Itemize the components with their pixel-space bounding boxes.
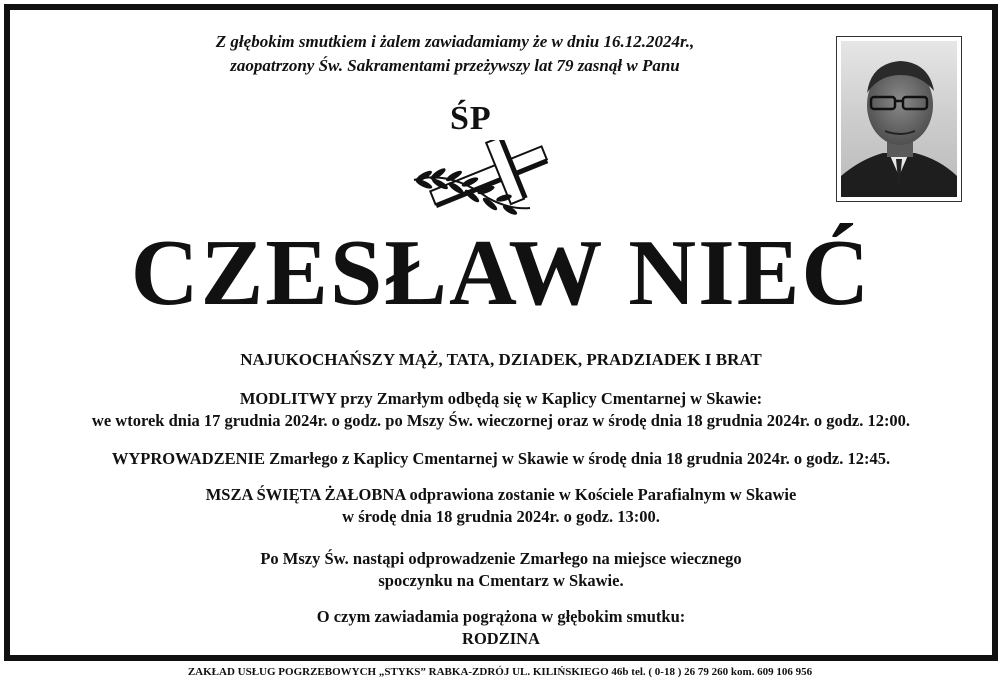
closing-line-2: RODZINA: [462, 629, 540, 648]
burial-info: [10, 548, 992, 592]
prayers-info: [10, 388, 992, 432]
cross-with-palm-icon: [410, 140, 560, 220]
burial-line-2: spoczynku na Cmentarz w Skawie.: [378, 571, 624, 590]
portrait-photo: [836, 36, 962, 202]
mass-line-2: w środę dnia 18 grudnia 2024r. o godz. 13:00.: [342, 507, 660, 526]
intro-line-1: Z głębokim smutkiem i żalem zawiadamiamy że w dniu 16.12.2024r.,: [215, 32, 695, 51]
closing-info: [10, 606, 992, 650]
obituary-frame: [4, 4, 998, 661]
intro-line-2: zaopatrzony Św. Sakramentami przeżywszy lat 79 zasnął w Panu: [230, 56, 680, 75]
deceased-name: CZESŁAW NIEĆ: [130, 221, 872, 325]
prayers-line-1: MODLITWY przy Zmarłym odbędą się w Kaplicy Cmentarnej w Skawie:: [239, 389, 763, 408]
closing-line-1: O czym zawiadamia pogrążona w głębokim smutku:: [316, 607, 686, 626]
procession-info: WYPROWADZENIE Zmarłego z Kaplicy Cmentarnej w Skawie w środę dnia 18 grudnia 2024r. o godz. 12:45.: [111, 449, 891, 468]
family-relations: NAJUKOCHAŃSZY MĄŻ, TATA, DZIADEK, PRADZIADEK I BRAT: [240, 350, 762, 369]
portrait-figure: [841, 41, 957, 197]
sp-abbreviation: ŚP: [450, 100, 492, 137]
funeral-home-footer: ZAKŁAD USŁUG POGRZEBOWYCH „STYKS” RABKA-ZDRÓJ UL. KILIŃSKIEGO 46b tel. ( 0-18 ) 26 79 260 kom. 609 106 956: [187, 666, 813, 678]
prayers-line-2: we wtorek dnia 17 grudnia 2024r. o godz. po Mszy Św. wieczornej oraz w środę dnia 18 grudnia 2024r. o godz. 12:00.: [91, 411, 911, 430]
mass-line-1: MSZA ŚWIĘTA ŻAŁOBNA odprawiona zostanie w Kościele Parafialnym w Skawie: [205, 485, 797, 504]
mass-info: [10, 484, 992, 528]
intro-text: [170, 30, 740, 78]
burial-line-1: Po Mszy Św. nastąpi odprowadzenie Zmarłego na miejsce wiecznego: [260, 549, 742, 568]
